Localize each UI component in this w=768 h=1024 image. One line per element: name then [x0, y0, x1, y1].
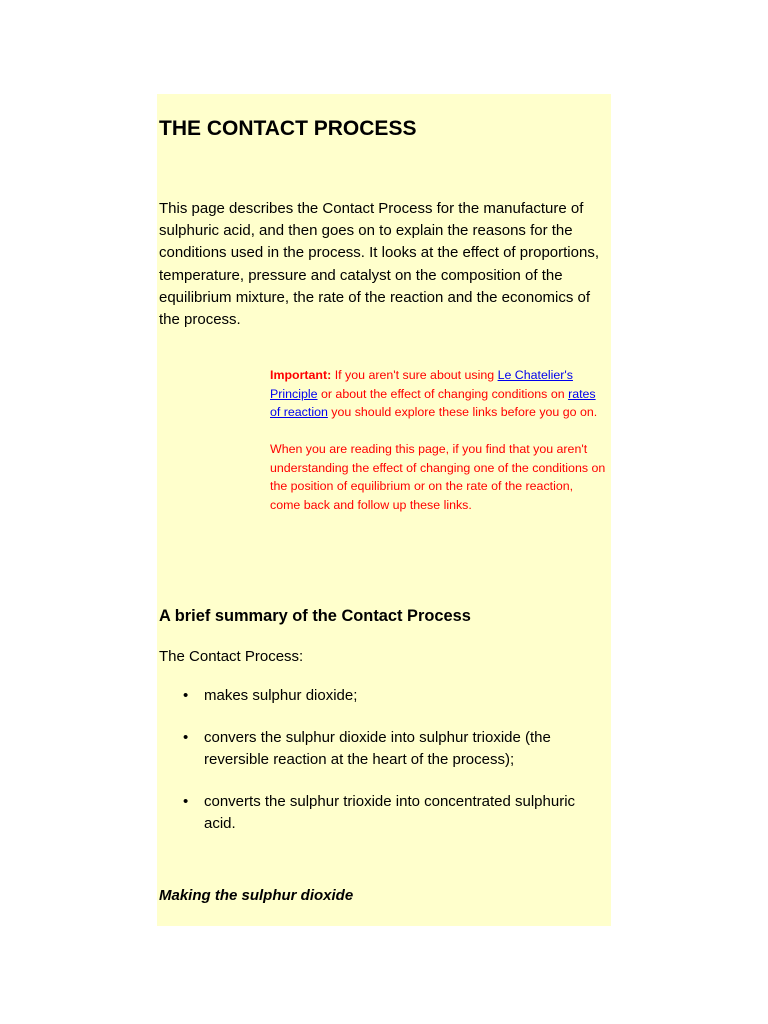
note-text-1: If you aren't sure about using: [331, 368, 498, 382]
list-item: [159, 791, 607, 836]
bullet-icon: •: [183, 792, 189, 810]
intro-paragraph: This page describes the Contact Process for the manufacture of sulphuric acid, and then goes on to explain the reasons for the conditions used in the process. It looks at the effect of proportions, temperature, pressure and catalyst on the composition of the equilibrium mixture, the rate of the reaction and the economics of the process.: [159, 200, 599, 329]
document-page: [157, 94, 611, 926]
list-item: [159, 727, 607, 772]
summary-list: [159, 685, 607, 855]
rates-of-reaction-link[interactable]: rates of reaction: [270, 386, 596, 419]
making-sulphur-dioxide-heading: Making the sulphur dioxide: [159, 887, 354, 904]
bullet-icon: •: [183, 728, 189, 746]
list-item-text: makes sulphur dioxide;: [204, 687, 358, 704]
list-item-text: converts the sulphur trioxide into concentrated sulphuric acid.: [204, 792, 576, 832]
note-paragraph-1: [270, 366, 606, 422]
list-item-text: convers the sulphur dioxide into sulphur trioxide (the reversible reaction at the heart of the process);: [204, 728, 551, 768]
bullet-icon: •: [183, 687, 189, 704]
le-chatelier-link[interactable]: Le Chatelier's Principle: [270, 368, 573, 401]
summary-lead: The Contact Process:: [159, 648, 304, 665]
important-note: [270, 366, 606, 514]
list-item: [159, 685, 607, 708]
summary-heading: A brief summary of the Contact Process: [159, 607, 471, 625]
note-label: Important:: [270, 368, 332, 382]
note-text-2: or about the effect of changing conditions on: [317, 386, 569, 401]
note-paragraph-2: When you are reading this page, if you find that you aren't understanding the effect of changing one of the conditions on the position of equilibrium or on the rate of the reaction, come back and follow up these links.: [270, 442, 606, 512]
note-text-3: you should explore these links before you go on.: [327, 405, 598, 419]
page-title: THE CONTACT PROCESS: [159, 117, 417, 140]
